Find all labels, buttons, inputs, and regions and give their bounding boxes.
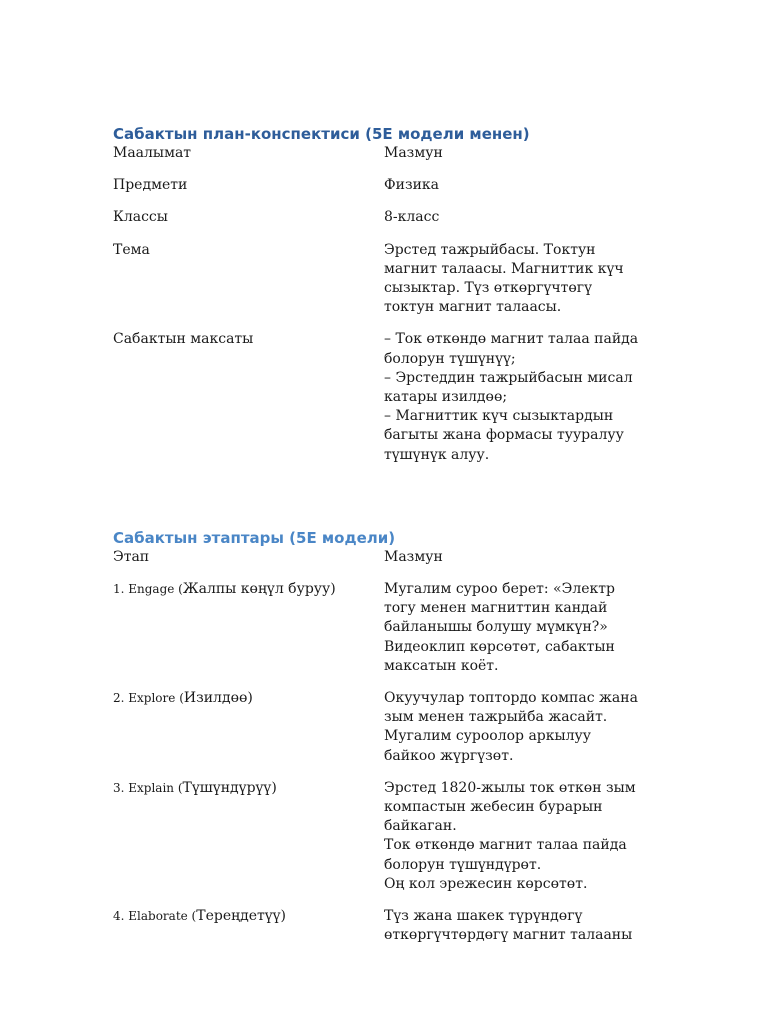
stage-label-ky: Тереңдетүү): [196, 908, 287, 925]
info-label: Тема: [113, 241, 150, 258]
stage-label-en: 1. Engage (: [113, 582, 183, 597]
info-label: Предмети: [113, 177, 188, 194]
stage-label-ky: Жалпы көңүл буруу): [182, 581, 336, 598]
info-label: Классы: [113, 209, 168, 226]
stage-content: Мугалим суроо берет: «Электр тогу менен магниттин кандай байланышы болушу мүмкүн?» Видеоклип көрсөтөт, сабактын максатын коёт.: [384, 581, 615, 674]
info-row-grade: [113, 208, 640, 240]
info-table-header-row: [113, 144, 640, 176]
lesson-plan-title: Сабактын план-конспектиси (5E модели менен): [113, 125, 530, 143]
stage-label: [113, 779, 384, 907]
info-value: 8-класс: [384, 209, 440, 226]
stages-table: [113, 548, 640, 959]
info-row-goals: [113, 330, 640, 477]
stage-label: [113, 907, 384, 958]
stage-label: [113, 689, 384, 779]
stage-content: Окуучулар топтордо компас жана зым менен тажрыйба жасайт. Мугалим суроолор аркылуу байкоо жүргүзөт.: [384, 690, 638, 764]
info-value: [384, 330, 640, 477]
stage-label-ky: Түшүндүрүү): [182, 779, 277, 796]
stage-label-en: 2. Explore (: [113, 691, 184, 706]
stages-title: Сабактын этаптары (5E модели): [113, 528, 396, 547]
stage-label-en: 3. Explain (: [113, 780, 183, 795]
stage-row-explore: [113, 689, 640, 779]
stage-row-engage: [113, 580, 640, 689]
stage-label-en: 4. Elaborate (: [113, 909, 197, 924]
stage-label-ky: Изилдөө): [183, 690, 253, 707]
stage-content-line: Эрстед 1820-жылы ток өткөн зым компастын жебесин бурарын байкаган.: [384, 779, 636, 835]
stages-table-header-row: [113, 548, 640, 580]
stage-content: Түз жана шакек түрүндөгү өткөргүчтөрдөгү магнит талааны: [384, 908, 633, 944]
stages-header-stage: Этап: [113, 548, 150, 565]
stage-content: [384, 779, 640, 907]
info-row-subject: [113, 176, 640, 208]
section-spacer: [113, 478, 768, 528]
stage-content-line: Оң кол эрежесин көрсөтөт.: [384, 875, 588, 892]
info-row-topic: [113, 241, 640, 331]
stages-header-content: Мазмун: [384, 548, 443, 565]
stage-content-line: Ток өткөндө магнит талаа пайда болорун түшүндүрөт.: [384, 837, 627, 873]
stage-row-explain: [113, 779, 640, 907]
info-label: Сабактын максаты: [113, 331, 254, 348]
goal-line: – Магниттик күч сызыктардын багыты жана формасы тууралуу түшүнүк алуу.: [384, 408, 624, 463]
stage-row-elaborate: [113, 907, 640, 958]
stage-label: [113, 580, 384, 689]
info-header-label: Маалымат: [113, 145, 192, 161]
info-value: Физика: [384, 177, 440, 194]
info-table: [113, 144, 640, 478]
info-value: Эрстед тажрыйбасы. Токтун магнит талаасы. Магниттик күч сызыктар. Түз өткөргүчтөгү токтун магнит талаасы.: [384, 241, 624, 316]
goal-line: – Эрстеддин тажрыйбасын мисал катары изилдөө;: [384, 369, 633, 406]
info-header-content: Мазмун: [384, 145, 443, 161]
goal-line: – Ток өткөндө магнит талаа пайда болорун түшүнүү;: [384, 331, 639, 367]
